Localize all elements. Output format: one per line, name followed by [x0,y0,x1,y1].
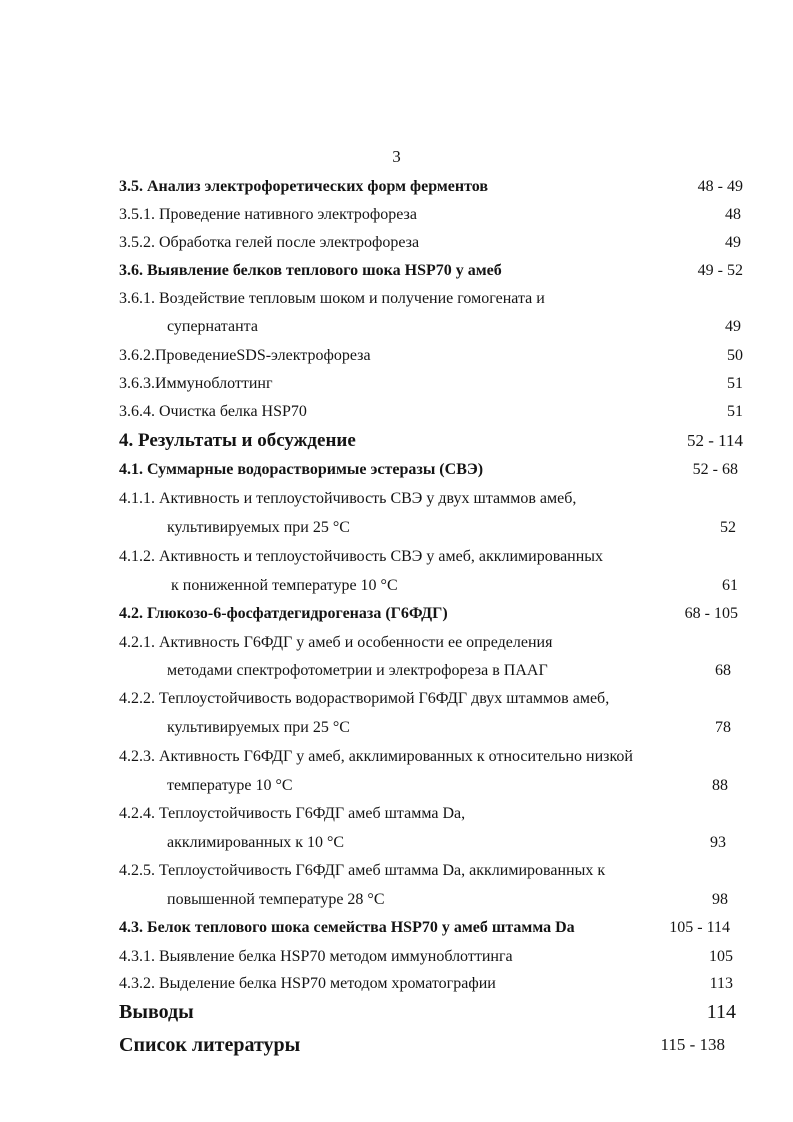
toc-page-4: 52 - 114 [686,431,743,450]
toc-entry-4-1-1-cont: культивируемых при 25 °С [167,519,350,536]
toc-entry-4-2-2: 4.2.2. Теплоустойчивость водорастворимой Г6ФДГ двух штаммов амеб, [119,690,610,707]
toc-entry-3-6-1: 3.6.1. Воздействие тепловым шоком и получение гомогената и [119,290,545,307]
toc-page-4-1-2: 61 [722,577,738,594]
toc-entry-3-5-1: 3.5.1. Проведение нативного электрофореза [119,206,417,223]
page-number: 3 [392,147,401,166]
toc-heading-4-3: 4.3. Белок теплового шока семейства HSP70 у амеб штамма Da [119,919,575,936]
toc-bibliography: Список литературы [119,1034,301,1056]
toc-page-3-6-4: 51 [727,403,743,420]
toc-page-4-2-1: 68 [715,662,731,679]
toc-page-4-1: 52 - 68 [692,461,738,478]
toc-page-3-6-3: 51 [727,375,743,392]
toc-entry-3-6-3: 3.6.3.Иммуноблоттинг [119,375,273,392]
toc-heading-3-6: 3.6. Выявление белков теплового шока HSP70 у амеб [119,262,502,279]
toc-entry-4-2-1-cont: методами спектрофотометрии и электрофореза в ПААГ [167,662,548,679]
toc-conclusions: Выводы [119,1001,194,1023]
toc-page-4-2-3: 88 [712,777,728,794]
toc-page-4-3-1: 105 [709,948,733,965]
toc-page-4-2-4: 93 [710,834,726,851]
toc-entry-4-2-4-cont: акклимированных к 10 °С [167,834,345,851]
toc-entry-4-2-1: 4.2.1. Активность Г6ФДГ у амеб и особенности ее определения [119,634,553,651]
toc-page-conclusions: 114 [706,1001,736,1023]
toc-entry-4-1-2-cont: к пониженной температуре 10 °С [171,577,398,594]
toc-entry-3-6-1-cont: супернатанта [167,318,258,335]
toc-page-3-5: 48 - 49 [697,178,743,195]
toc-entry-4-1-2: 4.1.2. Активность и теплоустойчивость СВЭ у амеб, акклимированных [119,548,604,565]
toc-entry-3-6-4: 3.6.4. Очистка белка HSP70 [119,403,307,420]
toc-page-4-2: 68 - 105 [684,605,738,622]
toc-entry-4-2-5-cont: повышенной температуре 28 °С [167,891,385,908]
toc-page-4-1-1: 52 [720,519,736,536]
toc-page-3-6-2: 50 [727,347,743,364]
toc-entry-4-2-5: 4.2.5. Теплоустойчивость Г6ФДГ амеб штамма Da, акклимированных к [119,862,606,879]
toc-heading-3-5: 3.5. Анализ электрофоретических форм ферментов [119,178,488,195]
toc-entry-4-1-1: 4.1.1. Активность и теплоустойчивость СВЭ у двух штаммов амеб, [119,490,577,507]
toc-page-4-2-2: 78 [715,719,731,736]
toc-entry-3-6-2: 3.6.2.ПроведениеSDS-электрофореза [119,347,371,364]
toc-heading-4-1: 4.1. Суммарные водорастворимые эстеразы (СВЭ) [119,461,484,478]
toc-page-bibliography: 115 - 138 [660,1035,725,1054]
toc-page-3-5-2: 49 [725,234,741,251]
toc-entry-4-3-1: 4.3.1. Выявление белка HSP70 методом иммуноблоттинга [119,948,513,965]
toc-page-4-2-5: 98 [712,891,728,908]
toc-entry-4-2-4: 4.2.4. Теплоустойчивость Г6ФДГ амеб штамма Da, [119,805,466,822]
toc-entry-4-2-2-cont: культивируемых при 25 °С [167,719,350,736]
toc-page-3-6-1: 49 [725,318,741,335]
toc-page-4-3: 105 - 114 [669,919,730,936]
toc-entry-4-2-3: 4.2.3. Активность Г6ФДГ у амеб, акклимированных к относительно низкой [119,748,633,765]
toc-heading-4-2: 4.2. Глюкозо-6-фосфатдегидрогеназа (Г6ФДГ) [119,605,448,622]
toc-page-4-3-2: 113 [709,975,733,992]
toc-entry-3-5-2: 3.5.2. Обработка гелей после электрофореза [119,234,420,251]
toc-chapter-4: 4. Результаты и обсуждение [119,430,356,451]
toc-page-3-6: 49 - 52 [697,262,743,279]
toc-entry-4-2-3-cont: температуре 10 °С [167,777,293,794]
toc-entry-4-3-2: 4.3.2. Выделение белка HSP70 методом хроматографии [119,975,496,992]
toc-page-3-5-1: 48 [725,206,741,223]
